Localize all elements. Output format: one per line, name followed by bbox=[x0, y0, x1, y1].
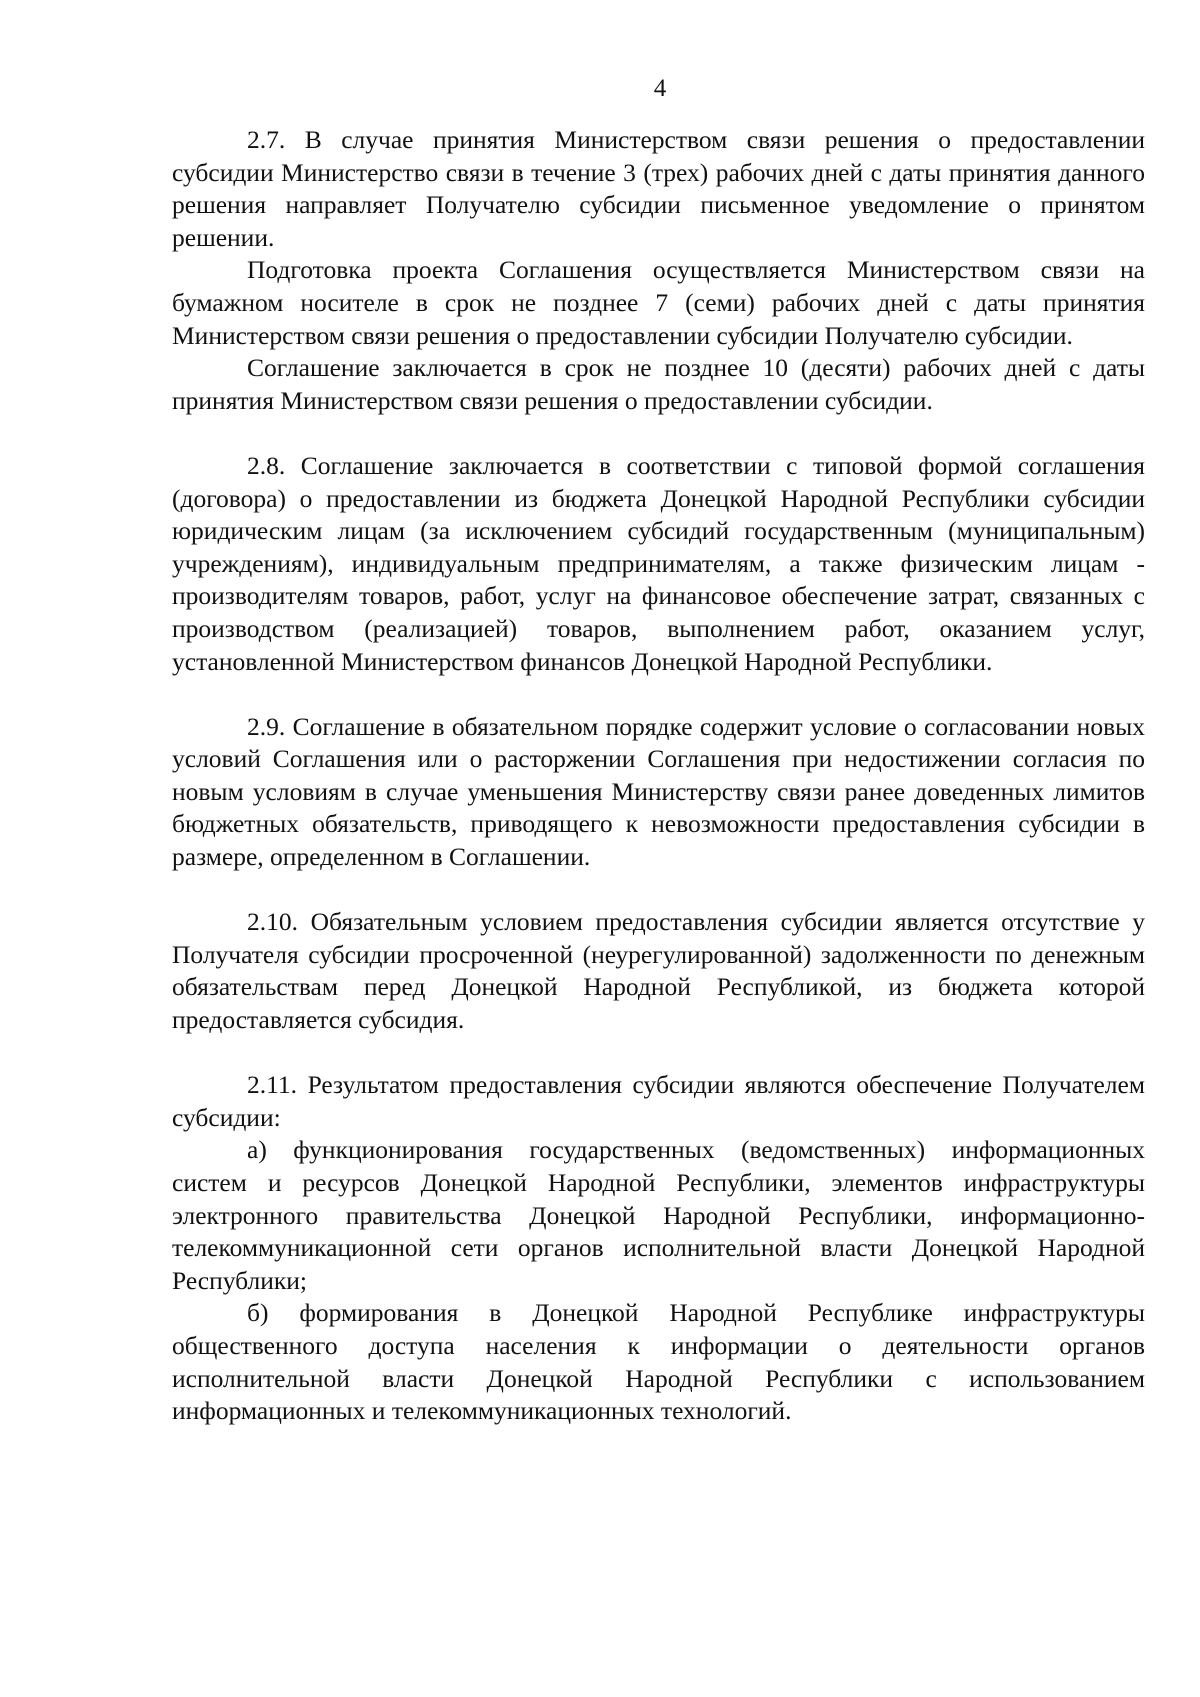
paragraph-2-7-agreement: Соглашение заключается в срок не позднее 10 (десяти) рабочих дней с даты принятия Министерством связи решения о предоставлении субсидии. bbox=[172, 353, 1145, 415]
paragraph-2-11-b: б) формирования в Донецкой Народной Республике инфраструктуры общественного доступа населения к информации о деятельности органов исполнительной власти Донецкой Народной Республики с использованием информационных и телекоммуникационных технологий. bbox=[172, 1298, 1145, 1426]
page-number: 4 bbox=[653, 75, 667, 102]
document-body bbox=[172, 124, 1145, 1428]
paragraph-2-9: 2.9. Соглашение в обязательном порядке содержит условие о согласовании новых условий Соглашения или о расторжении Соглашения при недостижении согласия по новым условиям в случае уменьшения Министерству связи ранее доведенных лимитов бюджетных обязательств, приводящего к невозможности предоставления субсидии в размере, определенном в Соглашении. bbox=[172, 711, 1145, 872]
paragraph-2-7-draft: Подготовка проекта Соглашения осуществляется Министерством связи на бумажном носителе в срок не позднее 7 (семи) рабочих дней с даты принятия Министерством связи решения о предоставлении субсидии Получателю субсидии. bbox=[172, 255, 1145, 350]
paragraph-2-10: 2.10. Обязательным условием предоставления субсидии является отсутствие у Получателя субсидии просроченной (неурегулированной) задолженности по денежным обязательствам перед Донецкой Народной Республикой, из бюджета которой предоставляется субсидия. bbox=[172, 907, 1145, 1035]
paragraph-2-8: 2.8. Соглашение заключается в соответствии с типовой формой соглашения (договора) о предоставлении из бюджета Донецкой Народной Республики субсидии юридическим лицам (за исключением субсидий государственным (муниципальным) учреждениям), индивидуальным предпринимателям, а также физическим лицам - производителям товаров, работ, услуг на финансовое обеспечение затрат, связанных с производством (реализацией) товаров, выполнением работ, оказанием услуг, установленной Министерством финансов Донецкой Народной Республики. bbox=[172, 450, 1145, 676]
paragraph-2-11-a: а) функционирования государственных (ведомственных) информационных систем и ресурсов Донецкой Народной Республики, элементов инфраструктуры электронного правительства Донецкой Народной Республики, информационно-телекоммуникационной сети органов исполнительной власти Донецкой Народной Республики; bbox=[172, 1135, 1145, 1295]
paragraph-2-7: 2.7. В случае принятия Министерством связи решения о предоставлении субсидии Министерство связи в течение 3 (трех) рабочих дней с даты принятия данного решения направляет Получателю субсидии письменное уведомление о принятом решении. bbox=[172, 125, 1145, 252]
paragraph-2-11: 2.11. Результатом предоставления субсидии являются обеспечение Получателем субсидии: bbox=[172, 1070, 1145, 1132]
